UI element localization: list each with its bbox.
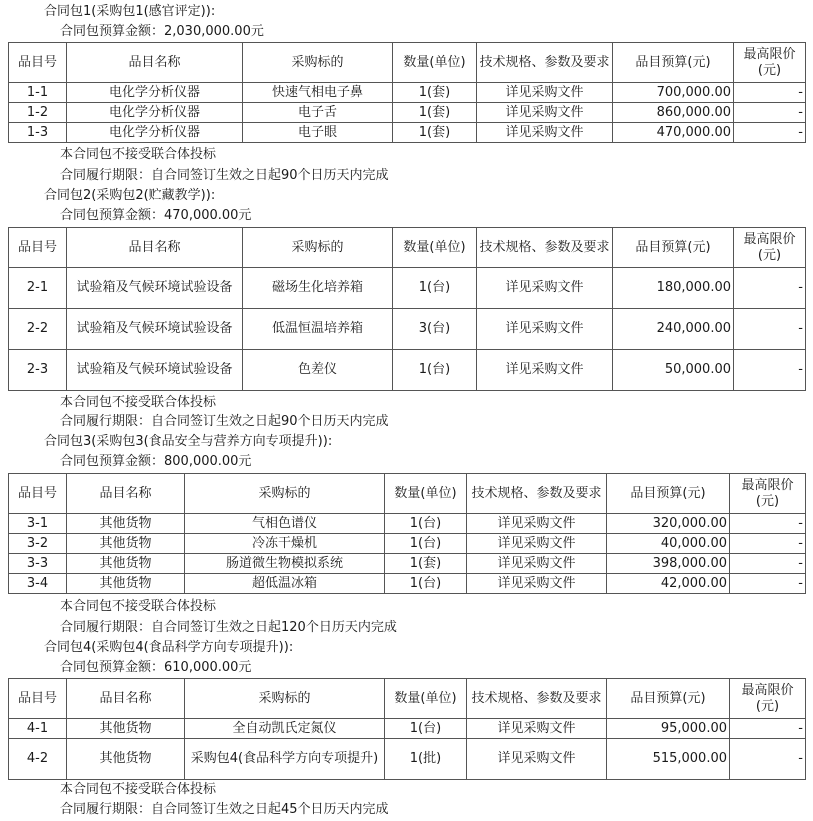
item-no: 3-1 <box>9 514 67 534</box>
item-budget: 240,000.00 <box>613 309 734 350</box>
item-no: 3-3 <box>9 554 67 574</box>
header-spec: 技术规格、参数及要求 <box>467 679 607 719</box>
item-max-price: - <box>730 574 806 594</box>
item-spec: 详见采购文件 <box>467 534 607 554</box>
header-budget: 品目预算(元) <box>607 474 730 514</box>
package-3-note: 本合同包不接受联合体投标 <box>60 599 217 614</box>
item-budget: 470,000.00 <box>613 123 734 143</box>
item-name: 试验箱及气候环境试验设备 <box>67 268 243 309</box>
item-name: 电化学分析仪器 <box>67 83 243 103</box>
item-quantity: 1(台) <box>385 719 467 739</box>
item-spec: 详见采购文件 <box>467 739 607 780</box>
package-2-table <box>8 227 806 391</box>
item-no: 1-3 <box>9 123 67 143</box>
package-3-table <box>8 473 806 594</box>
item-name: 其他货物 <box>67 574 185 594</box>
item-max-price: - <box>730 739 806 780</box>
package-2-title: 合同包2(采购包2(贮藏教学)): <box>44 188 216 203</box>
header-quantity: 数量(单位) <box>393 228 477 268</box>
item-budget: 50,000.00 <box>613 350 734 391</box>
item-target: 电子舌 <box>243 103 393 123</box>
header-quantity: 数量(单位) <box>385 679 467 719</box>
header-target: 采购标的 <box>243 43 393 83</box>
item-max-price: - <box>734 123 806 143</box>
item-max-price: - <box>730 719 806 739</box>
header-target: 采购标的 <box>185 474 385 514</box>
item-max-price: - <box>730 514 806 534</box>
table-header-row <box>9 43 806 83</box>
item-quantity: 1(批) <box>385 739 467 780</box>
item-name: 其他货物 <box>67 719 185 739</box>
item-spec: 详见采购文件 <box>467 514 607 534</box>
header-budget: 品目预算(元) <box>613 228 734 268</box>
item-target: 低温恒温培养箱 <box>243 309 393 350</box>
item-target: 色差仪 <box>243 350 393 391</box>
package-4-note: 本合同包不接受联合体投标 <box>60 782 217 797</box>
item-max-price: - <box>734 350 806 391</box>
item-target: 采购包4(食品科学方向专项提升) <box>185 739 385 780</box>
header-spec: 技术规格、参数及要求 <box>477 228 613 268</box>
item-name: 试验箱及气候环境试验设备 <box>67 309 243 350</box>
header-item-no: 品目号 <box>9 679 67 719</box>
item-quantity: 1(台) <box>393 350 477 391</box>
header-budget: 品目预算(元) <box>613 43 734 83</box>
package-3-title: 合同包3(采购包3(食品安全与营养方向专项提升)): <box>44 434 333 449</box>
header-item-name: 品目名称 <box>67 43 243 83</box>
header-budget: 品目预算(元) <box>607 679 730 719</box>
item-budget: 180,000.00 <box>613 268 734 309</box>
header-max-price: 最高限价(元) <box>730 474 806 514</box>
header-item-name: 品目名称 <box>67 679 185 719</box>
item-no: 4-2 <box>9 739 67 780</box>
header-spec: 技术规格、参数及要求 <box>467 474 607 514</box>
table-row <box>9 739 806 780</box>
item-target: 磁场生化培养箱 <box>243 268 393 309</box>
item-quantity: 3(台) <box>393 309 477 350</box>
item-spec: 详见采购文件 <box>467 554 607 574</box>
header-quantity: 数量(单位) <box>393 43 477 83</box>
item-target: 冷冻干燥机 <box>185 534 385 554</box>
item-budget: 860,000.00 <box>613 103 734 123</box>
item-max-price: - <box>734 83 806 103</box>
package-1-budget: 合同包预算金额：2,030,000.00元 <box>60 24 264 39</box>
package-4-table <box>8 678 806 780</box>
package-1-title: 合同包1(采购包1(感官评定)): <box>44 4 216 19</box>
package-4-period: 合同履行期限：自合同签订生效之日起45个日历天内完成 <box>60 802 389 817</box>
item-quantity: 1(套) <box>393 83 477 103</box>
item-quantity: 1(套) <box>385 554 467 574</box>
table-row <box>9 309 806 350</box>
item-quantity: 1(台) <box>393 268 477 309</box>
table-header-row <box>9 679 806 719</box>
item-spec: 详见采购文件 <box>477 123 613 143</box>
item-no: 2-2 <box>9 309 67 350</box>
header-item-name: 品目名称 <box>67 474 185 514</box>
item-spec: 详见采购文件 <box>477 103 613 123</box>
item-spec: 详见采购文件 <box>477 350 613 391</box>
header-item-no: 品目号 <box>9 43 67 83</box>
item-name: 其他货物 <box>67 534 185 554</box>
item-budget: 398,000.00 <box>607 554 730 574</box>
table-row <box>9 123 806 143</box>
item-quantity: 1(台) <box>385 534 467 554</box>
header-item-no: 品目号 <box>9 474 67 514</box>
item-spec: 详见采购文件 <box>477 83 613 103</box>
item-max-price: - <box>730 534 806 554</box>
table-row <box>9 350 806 391</box>
item-budget: 42,000.00 <box>607 574 730 594</box>
item-target: 快速气相电子鼻 <box>243 83 393 103</box>
item-no: 1-1 <box>9 83 67 103</box>
package-3-period: 合同履行期限：自合同签订生效之日起120个日历天内完成 <box>60 620 397 635</box>
item-max-price: - <box>730 554 806 574</box>
package-1-table <box>8 42 806 143</box>
header-quantity: 数量(单位) <box>385 474 467 514</box>
item-name: 电化学分析仪器 <box>67 123 243 143</box>
package-2-note: 本合同包不接受联合体投标 <box>60 395 217 410</box>
header-target: 采购标的 <box>185 679 385 719</box>
table-row <box>9 719 806 739</box>
item-budget: 320,000.00 <box>607 514 730 534</box>
item-quantity: 1(套) <box>393 123 477 143</box>
item-no: 2-1 <box>9 268 67 309</box>
item-name: 试验箱及气候环境试验设备 <box>67 350 243 391</box>
item-quantity: 1(台) <box>385 514 467 534</box>
table-row <box>9 554 806 574</box>
table-row <box>9 103 806 123</box>
header-item-no: 品目号 <box>9 228 67 268</box>
table-row <box>9 534 806 554</box>
package-2-period: 合同履行期限：自合同签订生效之日起90个日历天内完成 <box>60 414 389 429</box>
header-max-price: 最高限价(元) <box>730 679 806 719</box>
header-item-name: 品目名称 <box>67 228 243 268</box>
package-4-budget: 合同包预算金额：610,000.00元 <box>60 660 252 675</box>
item-budget: 95,000.00 <box>607 719 730 739</box>
item-max-price: - <box>734 103 806 123</box>
package-4-title: 合同包4(采购包4(食品科学方向专项提升)): <box>44 640 294 655</box>
item-quantity: 1(台) <box>385 574 467 594</box>
package-3-budget: 合同包预算金额：800,000.00元 <box>60 454 252 469</box>
item-spec: 详见采购文件 <box>467 719 607 739</box>
package-1-note: 本合同包不接受联合体投标 <box>60 147 217 162</box>
table-header-row <box>9 228 806 268</box>
item-max-price: - <box>734 268 806 309</box>
item-no: 2-3 <box>9 350 67 391</box>
item-no: 3-2 <box>9 534 67 554</box>
item-target: 超低温冰箱 <box>185 574 385 594</box>
item-spec: 详见采购文件 <box>477 309 613 350</box>
item-target: 肠道微生物模拟系统 <box>185 554 385 574</box>
header-max-price: 最高限价(元) <box>734 228 806 268</box>
item-budget: 700,000.00 <box>613 83 734 103</box>
table-row <box>9 268 806 309</box>
item-spec: 详见采购文件 <box>477 268 613 309</box>
item-target: 气相色谱仪 <box>185 514 385 534</box>
item-budget: 515,000.00 <box>607 739 730 780</box>
item-quantity: 1(套) <box>393 103 477 123</box>
header-target: 采购标的 <box>243 228 393 268</box>
item-spec: 详见采购文件 <box>467 574 607 594</box>
table-header-row <box>9 474 806 514</box>
item-name: 其他货物 <box>67 739 185 780</box>
table-row <box>9 574 806 594</box>
table-row <box>9 83 806 103</box>
table-row <box>9 514 806 534</box>
item-target: 电子眼 <box>243 123 393 143</box>
item-target: 全自动凯氏定氮仪 <box>185 719 385 739</box>
package-2-budget: 合同包预算金额：470,000.00元 <box>60 208 252 223</box>
header-spec: 技术规格、参数及要求 <box>477 43 613 83</box>
item-name: 其他货物 <box>67 514 185 534</box>
item-name: 其他货物 <box>67 554 185 574</box>
item-no: 4-1 <box>9 719 67 739</box>
item-budget: 40,000.00 <box>607 534 730 554</box>
item-name: 电化学分析仪器 <box>67 103 243 123</box>
item-no: 3-4 <box>9 574 67 594</box>
item-no: 1-2 <box>9 103 67 123</box>
item-max-price: - <box>734 309 806 350</box>
header-max-price: 最高限价(元) <box>734 43 806 83</box>
package-1-period: 合同履行期限：自合同签订生效之日起90个日历天内完成 <box>60 168 389 183</box>
